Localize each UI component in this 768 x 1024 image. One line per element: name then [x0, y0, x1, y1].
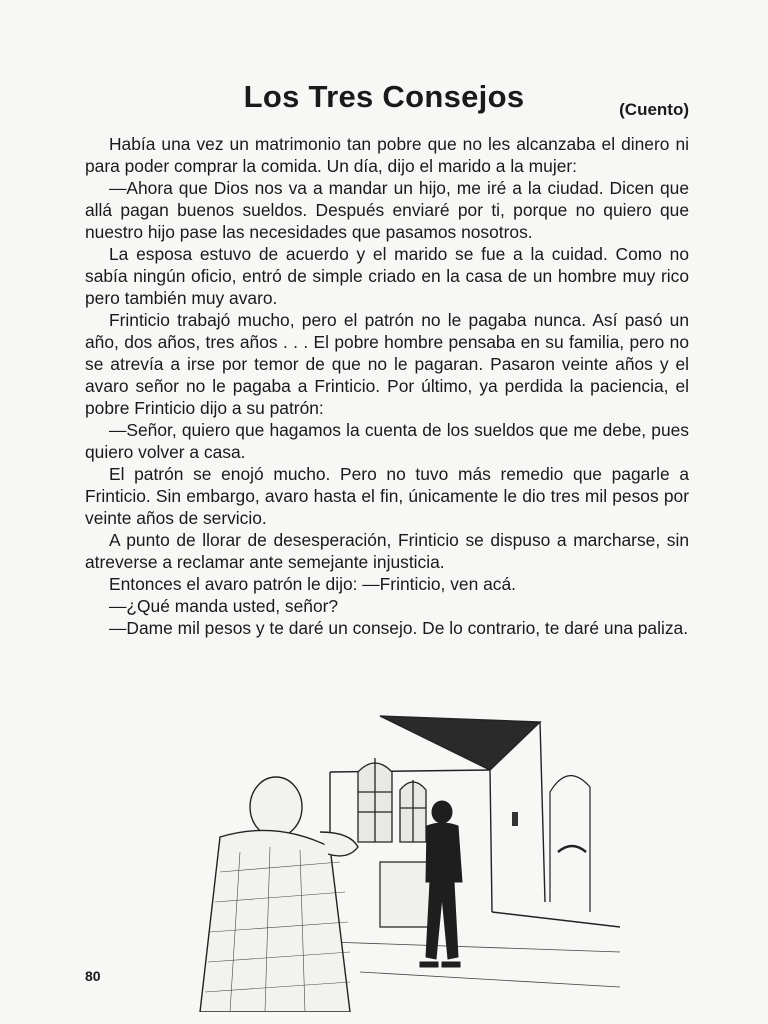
paragraph: —¿Qué manda usted, señor? — [109, 596, 339, 616]
paragraph: Entonces el avaro patrón le dijo: —Frinticio, ven acá. — [109, 574, 516, 594]
page-title: Los Tres Consejos — [243, 78, 525, 114]
paragraph: —Dame mil pesos y te daré un consejo. De lo contrario, te daré una paliza. — [109, 618, 689, 638]
paragraph: Había una vez un matrimonio tan pobre que no les alcanzaba el dinero ni para poder comprar la comida. Un día, dijo el marido a la mujer: — [85, 134, 689, 176]
paragraph: La esposa estuvo de acuerdo y el marido se fue a la cuidad. Como no sabía ningún oficio, entró de simple criado en la casa de un hombre muy rico pero también muy avaro. — [85, 244, 689, 308]
paragraph: Frinticio trabajó mucho, pero el patrón no le pagaba nunca. Así pasó un año, dos años, tres años . . . El pobre hombre pensaba en su familia, pero no se atrevía a irse por temor de que no le pagaran. Pasaron veinte años y el avaro señor no le pagaba a Frinticio. Por último, ya perdida la paciencia, el pobre Frinticio dijo a su patrón: — [85, 310, 689, 418]
page-number: 80 — [85, 968, 101, 984]
paragraph: —Ahora que Dios nos va a mandar un hijo, me iré a la ciudad. Dicen que allá pagan buenos sueldos. Después enviaré por ti, porque no quiero que nuestro hijo pase las necesidades que pasamos nosotros. — [85, 178, 689, 242]
paragraph: —Señor, quiero que hagamos la cuenta de los sueldos que me debe, pues quiero volver a casa. — [85, 420, 689, 462]
page-subtitle: (Cuento) — [619, 100, 689, 119]
illustration-miser-and-servant-icon — [180, 712, 620, 1012]
story-text — [85, 133, 689, 639]
paragraph: A punto de llorar de desesperación, Frinticio se dispuso a marcharse, sin atreverse a reclamar ante semejante injusticia. — [85, 530, 689, 572]
paragraph: El patrón se enojó mucho. Pero no tuvo más remedio que pagarle a Frinticio. Sin embargo, avaro hasta el fin, únicamente le dio tres mil pesos por veinte años de servicio. — [85, 464, 689, 528]
